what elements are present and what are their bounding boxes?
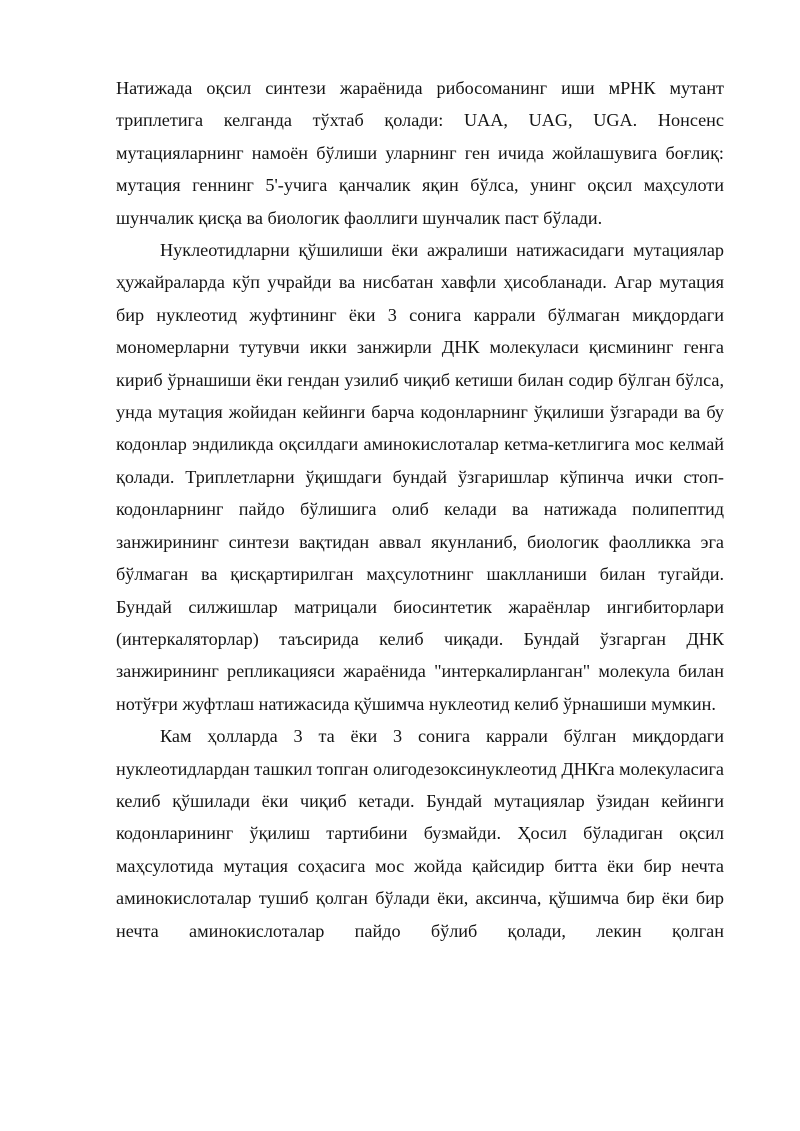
paragraph-inframe-insertions: Кам ҳолларда 3 та ёки 3 сонига каррали бўлган миқдордаги нуклеотидлардан ташкил топган олигодезоксинуклеотид ДНКга молекуласига келиб қўшилади ёки чиқиб кетади. Бундай мутациялар ўзидан кейинги кодонларининг ўқилиш тартибини бузмайди. Ҳосил бўладиган оқсил маҳсулотида мутация соҳасига мос жойда қайсидир битта ёки бир нечта аминокислоталар тушиб қолган бўлади ёки, аксинча, қўшимча бир ёки бир нечта аминокислоталар пайдо бўлиб қолади, лекин қолган — [116, 726, 724, 941]
body-text — [116, 72, 724, 947]
paragraph-frameshift-mutations: Нуклеотидларни қўшилиши ёки ажралиши натижасидаги мутациялар ҳужайраларда кўп учрайди ва нисбатан хавфли ҳисобланади. Агар мутация бир нуклеотид жуфтининг ёки 3 сонига каррали бўлмаган миқдордаги мономерларни тутувчи икки занжирли ДНК молекуласи қисмининг генга кириб ўрнашиши ёки гендан узилиб чиқиб кетиши билан содир бўлган бўлса, унда мутация жойидан кейинги барча кодонларнинг ўқилиши ўзгаради ва бу кодонлар эндиликда оқсилдаги аминокислоталар кетма-кетлигига мос келмай қолади. Триплетларни ўқишдаги бундай ўзгаришлар кўпинча ички стоп-кодонларнинг пайдо бўлишига олиб келади ва натижада полипептид занжирининг синтези вақтидан аввал якунланиб, биологик фаолликка эга бўлмаган ва қисқартирилган маҳсулотнинг шаклланиши билан тугайди. Бундай силжишлар матрицали биосинтетик жараёнлар ингибиторлари (интеркаляторлар) таъсирида келиб чиқади. Бундай ўзгарган ДНК занжирининг репликацияси жараёнида "интеркалирланган" молекула билан нотўғри жуфтлаш натижасида қўшимча нуклеотид келиб ўрнашиши мумкин. — [116, 240, 724, 714]
paragraph-nonsense-mutations: Натижада оқсил синтези жараёнида рибосоманинг иши мРНК мутант триплетига келганда тўхтаб қолади: UAA, UAG, UGA. Нонсенс мутацияларнинг намоён бўлиши уларнинг ген ичида жойлашувига боғлиқ: мутация геннинг 5'-учига қанчалик яқин бўлса, унинг оқсил маҳсулоти шунчалик қисқа ва биологик фаоллиги шунчалик паст бўлади. — [116, 78, 724, 228]
